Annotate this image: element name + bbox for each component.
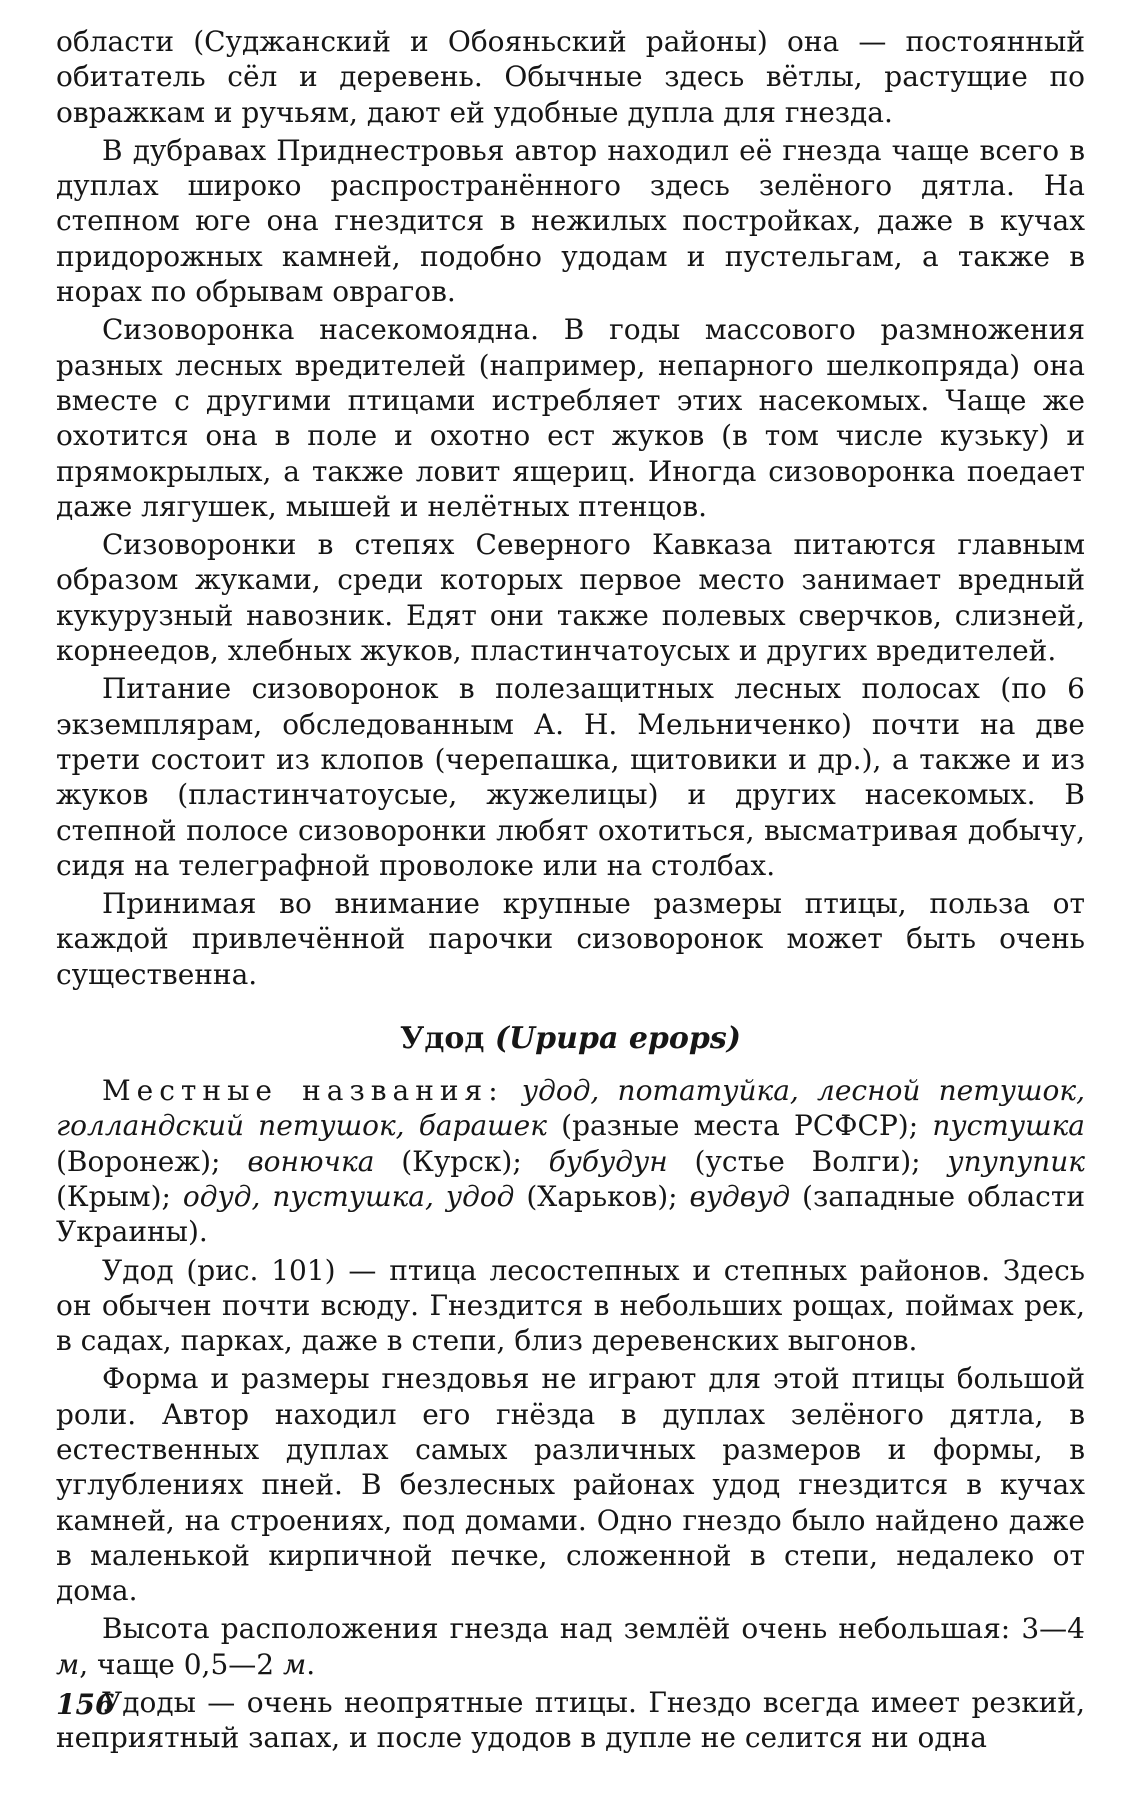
nest-height-mid: , чаще 0,5—2 bbox=[79, 1647, 275, 1681]
unit-meters-2: м bbox=[282, 1647, 307, 1681]
nest-height-paragraph bbox=[56, 1611, 1085, 1682]
section-heading bbox=[56, 1019, 1085, 1059]
paragraph-1: области (Суджанский и Обояньский районы) она — постоянный обитатель сёл и деревень. Обычные здесь вётлы, растущие по овражкам и ручьям, дают ей удобные дупла для гнезда. bbox=[56, 25, 1085, 129]
local-name-7: вудвуд bbox=[689, 1179, 791, 1213]
local-names-paragraph bbox=[56, 1073, 1085, 1249]
paragraph-2: В дубравах Приднестровья автор находил её гнезда чаще всего в дуплах широко распространённого здесь зелёного дятла. На степном юге она гнездится в нежилых постройках, даже в кучах придорожных камней, подобно удодам и пустельгам, а также в норах по обрывам оврагов. bbox=[56, 133, 1085, 309]
page-body bbox=[56, 24, 1085, 1756]
region-2: (Воронеж); bbox=[56, 1144, 221, 1178]
region-1: (разные места РСФСР); bbox=[561, 1109, 919, 1143]
paragraph-3: Сизоворонка насекомоядна. В годы массового размножения разных лесных вредителей (например, непарного шелкопряда) она вместе с другими птицами истребляет этих насекомых. Чаще же охотится она в поле и охотно ест жуков (в том числе кузьку) и прямокрылых, а также ловит ящериц. Иногда сизоворонка поедает даже лягушек, мышей и нелётных птенцов. bbox=[56, 313, 1085, 523]
paragraph-8: Удод (рис. 101) — птица лесостепных и степных районов. Здесь он обычен почти всюду. Гнездится в небольших рощах, поймах рек, в садах, парках, даже в степи, близ деревенских выгонов. bbox=[56, 1253, 1085, 1358]
nest-height-text: Высота расположения гнезда над землёй очень небольшая: 3—4 bbox=[102, 1612, 1085, 1646]
local-name-4: бубудун bbox=[548, 1144, 668, 1178]
local-name-3: вонючка bbox=[247, 1144, 375, 1178]
region-4: (устье Волги); bbox=[694, 1144, 921, 1178]
heading-name: Удод bbox=[400, 1021, 485, 1057]
local-name-2: пустушка bbox=[932, 1109, 1085, 1143]
region-5: (Крым); bbox=[56, 1179, 171, 1213]
region-6: (Харьков); bbox=[526, 1179, 678, 1213]
paragraph-5: Питание сизоворонок в полезащитных лесных полосах (по 6 экземплярам, обследованным А. Н. Мельниченко) почти на две трети состоит из клопов (черепашка, щитовики и др.), а также и из жуков (пластинчатоусые, жужелицы) и других насекомых. В степной полосе сизоворонки любят охотиться, высматривая добычу, сидя на телеграфной проволоке или на столбах. bbox=[56, 672, 1085, 882]
paragraph-6: Принимая во внимание крупные размеры птицы, польза от каждой привлечённой парочки сизоворонок может быть очень существенна. bbox=[56, 887, 1085, 991]
paragraph-4: Сизоворонки в степях Северного Кавказа питаются главным образом жуками, среди которых первое место занимает вредный кукурузный навозник. Едят они также полевых сверчков, слизней, корнеедов, хлебных жуков, пластинчатоусых и других вредителей. bbox=[56, 528, 1085, 668]
paragraph-11: Удоды — очень неопрятные птицы. Гнездо всегда имеет резкий, неприятный запах, и после удодов в дупле не селится ни одна bbox=[56, 1686, 1085, 1755]
paragraph-9: Форма и размеры гнездовья не играют для этой птицы большой роли. Автор находил его гнёзда в дуплах зелёного дятла, в естественных дуплах самых различных размеров и формы, в углублениях пней. В безлесных районах удод гнездится в кучах камней, на строениях, под домами. Одно гнездо было найдено даже в маленькой кирпичной печке, сложенной в степи, недалеко от дома. bbox=[56, 1362, 1085, 1608]
page-number: 156 bbox=[56, 1688, 115, 1721]
region-3: (Курск); bbox=[401, 1144, 522, 1178]
local-names-label: Местные названия: bbox=[102, 1074, 504, 1108]
local-name-6: одуд, пустушка, удод bbox=[182, 1179, 515, 1213]
nest-height-end: . bbox=[306, 1647, 316, 1681]
region-7: (западные области Украины). bbox=[56, 1179, 1085, 1249]
heading-latin-name: (Upupa epops) bbox=[494, 1021, 741, 1057]
unit-meters-1: м bbox=[56, 1647, 80, 1681]
local-name-1: удод, потатуйка, лесной петушок, голландский петушок, барашек bbox=[56, 1074, 1086, 1143]
local-name-5: упупупик bbox=[947, 1144, 1085, 1178]
